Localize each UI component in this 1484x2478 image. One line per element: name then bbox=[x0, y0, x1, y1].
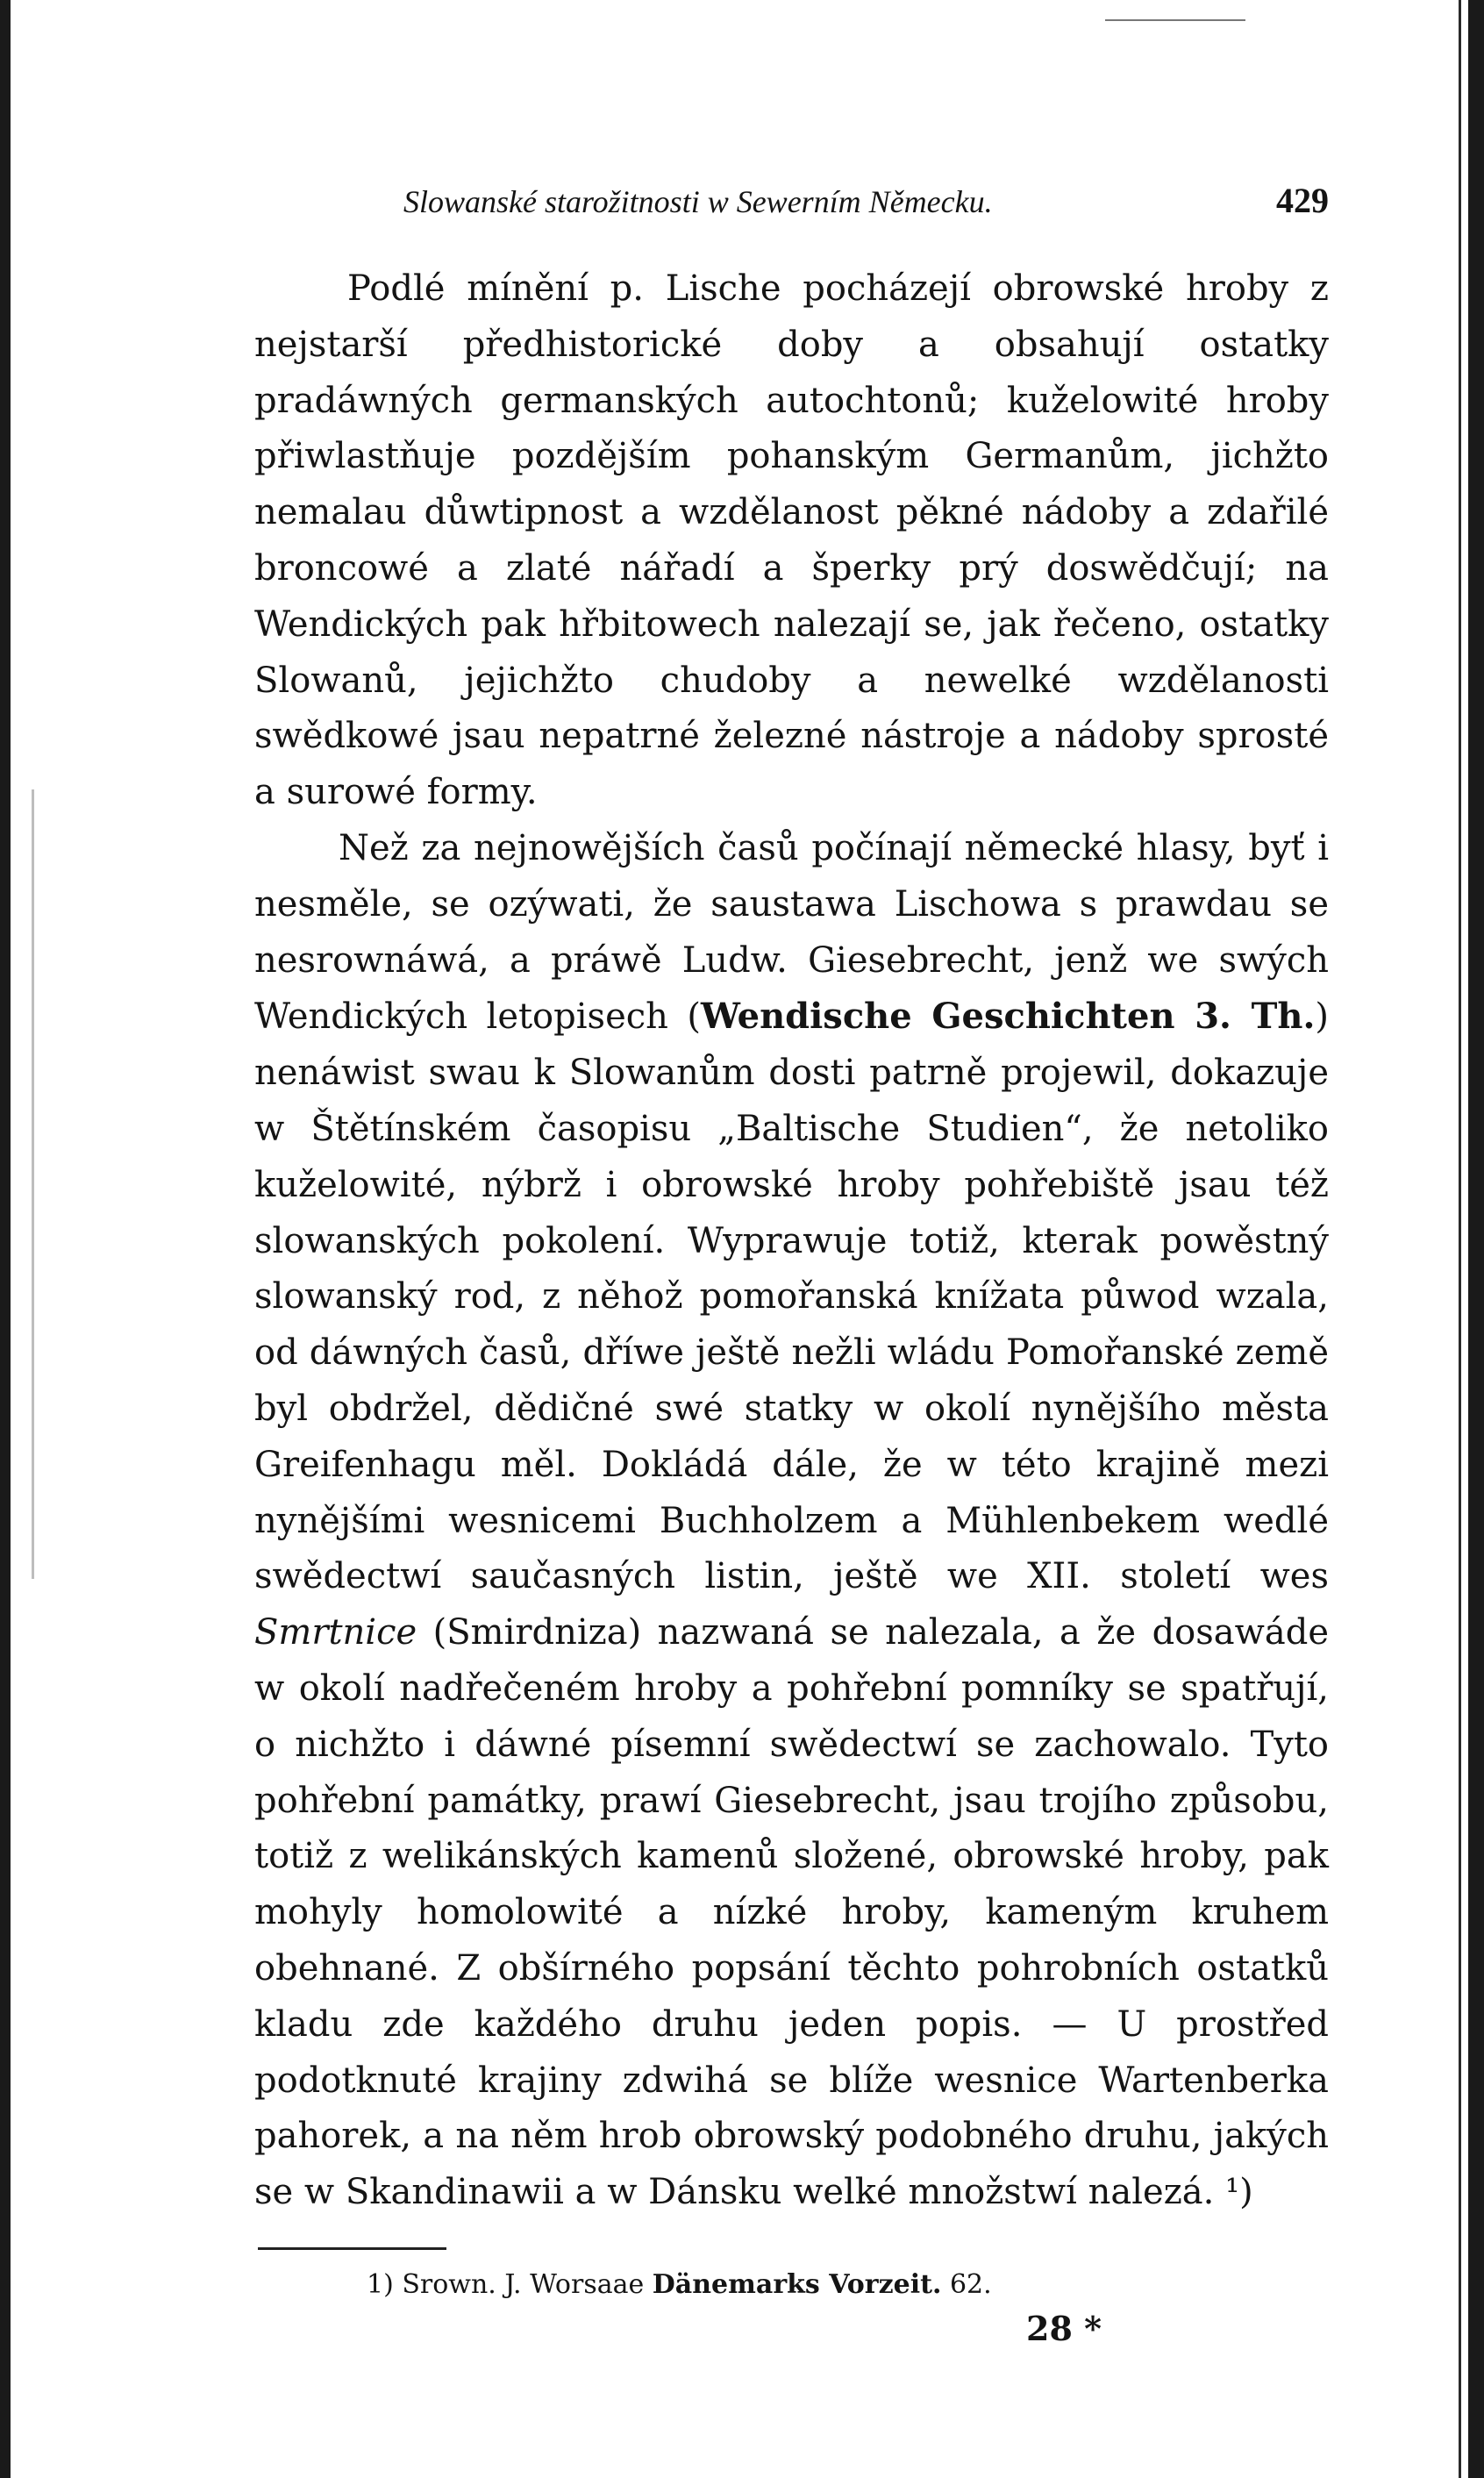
footnote-text: 1) Srown. J. Worsaae bbox=[367, 2268, 653, 2300]
paragraph-2-text-c: (Smirdniza) nazwaná se nalezala, a že dosawáde w okolí nadřečeném hroby a pohřební pomníky se spatřují, o nichžto i dáwné písemní swědectwí se zachowalo. Tyto pohřební památky, prawí Giesebrecht, jsau trojího způsobu, totiž z welikánských kamenů složené, obrowské hroby, pak mohyly homolowité a nízké hroby, kameným kruhem obehnané. Z obšírného popsání těchto pohrobních ostatků kladu zde každého druhu jeden popis. — U prostřed podotknuté krajiny zdwihá se blíže wesnice Wartenberka pahorek, a na něm hrob obrowský podobného druhu, jakých se w Skandinawii a w Dánsku welké množstwí nalezá. bbox=[254, 1612, 1329, 2213]
running-header bbox=[403, 180, 1329, 221]
scan-top-mark bbox=[1105, 0, 1245, 21]
footnote-reference: ¹) bbox=[1225, 2172, 1253, 2213]
paragraph-2 bbox=[254, 821, 1329, 2221]
scan-edge-left bbox=[0, 0, 11, 2478]
running-title: Slowanské starožitnosti w Sewerním Německu. bbox=[403, 184, 993, 219]
signature-mark: 28 * bbox=[1026, 2308, 1102, 2348]
scan-edge-right-inner bbox=[1459, 0, 1461, 2478]
paragraph-2-text-a: Než za nejnowějších časů počínají německé hlasy, byť i nesměle, se ozýwati, že saustawa Lischowa s prawdau se nesrownáwá, a práwě Ludw. Giesebrecht, jenž we swých Wendických letopisech ( bbox=[254, 827, 1329, 1038]
page-number: 429 bbox=[1276, 181, 1329, 220]
scan-edge-left-inner bbox=[32, 789, 34, 1579]
paragraph-1: Podlé mínění p. Lische pocházejí obrowské hroby z nejstarší předhistorické doby a obsahují ostatky pradáwných germanských autochtonů; kuželowité hroby přiwlastňuje pozdějším pohanským Germanům, jichžto nemalau důwtipnost a wzdělanost pěkné nádoby a zdařilé broncowé a zlaté nářadí a šperky prý doswědčují; na Wendických pak hřbitowech nalezají se, jak řečeno, ostatky Slowanů, jejichžto chudoby a newelké wzdělanosti swědkowé jsau nepatrné železné nástroje a nádoby sprosté a surowé formy. bbox=[254, 268, 1329, 813]
footnote-fraktur-title: Dänemarks Vorzeit. bbox=[652, 2268, 942, 2300]
footnote bbox=[367, 2269, 1329, 2300]
italic-place-name: Smrtnice bbox=[254, 1612, 417, 1653]
body-text bbox=[254, 261, 1329, 2221]
book-page bbox=[254, 180, 1329, 2348]
footnote-page: 62. bbox=[941, 2268, 992, 2300]
scan-edge-right bbox=[1468, 0, 1484, 2478]
fraktur-title: Wendische Geschichten 3. Th. bbox=[700, 996, 1316, 1038]
footnote-rule bbox=[258, 2247, 446, 2250]
paragraph-2-text-b: ) nenáwist swau k Slowanům dosti patrně projewil, dokazuje w Štětínském časopisu „Baltische Studien“, že netoliko kuželowité, nýbrž i obrowské hroby pohřebiště jsau též slowanských pokolení. Wyprawuje totiž, kterak powěstný slowanský rod, z něhož pomořanská knížata půwod wzala, od dáwných časů, dříwe ještě nežli wládu Pomořanské země byl obdržel, dědičné swé statky w okolí nynějšího města Greifenhagu měl. Dokládá dále, že w této krajině mezi nynějšími wesnicemi Buchholzem a Mühlenbekem wedlé swědectwí saučasných listin, ještě we XII. století wes bbox=[254, 996, 1329, 1597]
